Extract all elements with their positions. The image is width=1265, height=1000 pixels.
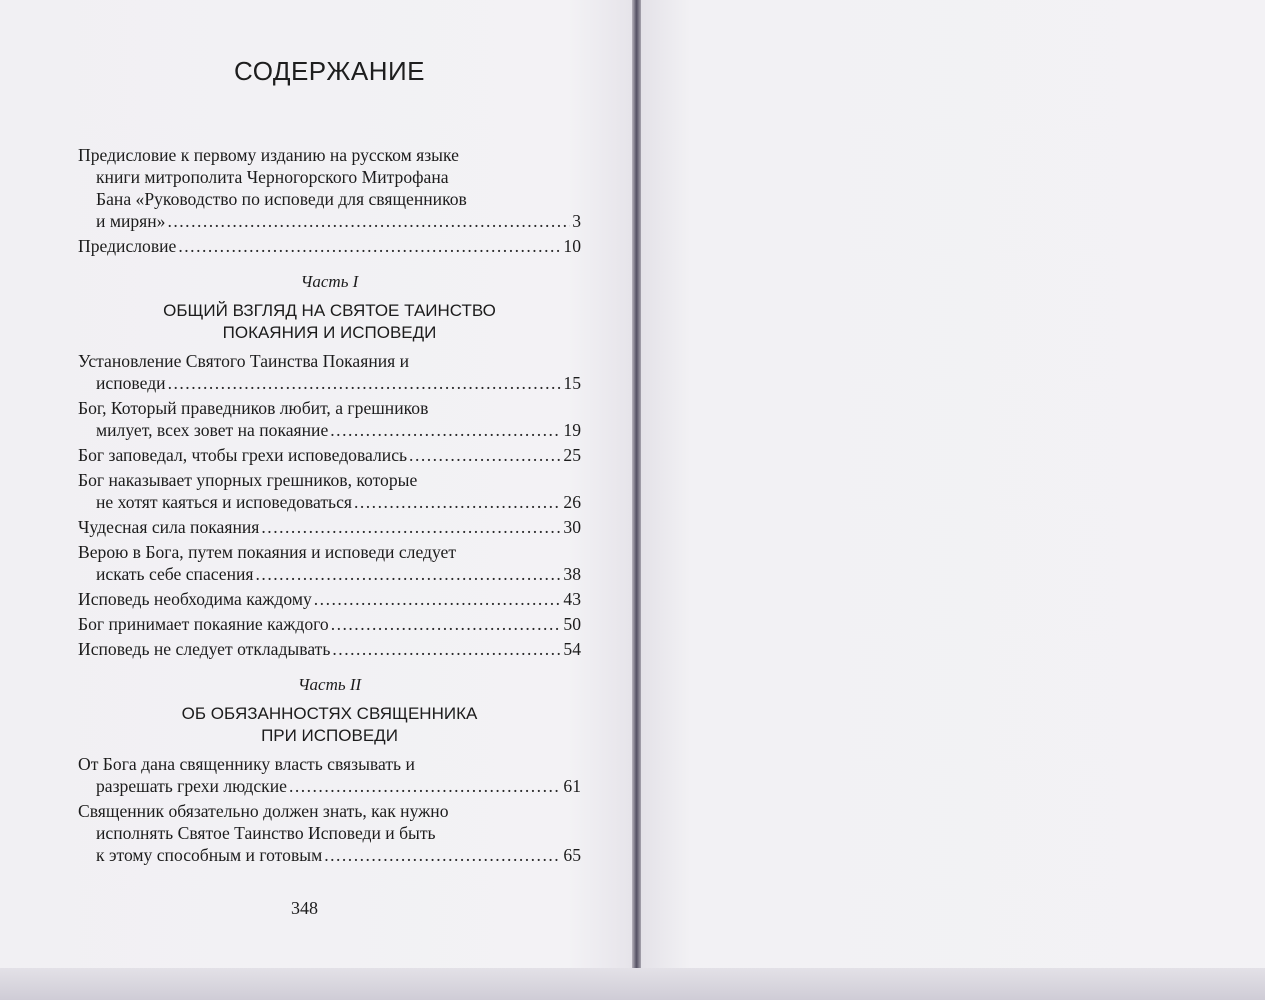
toc-entry: [78, 541, 581, 585]
toc-page-number: 50: [563, 614, 581, 634]
part-label: Часть I: [300, 272, 359, 291]
toc-page-number: 65: [563, 845, 581, 865]
toc-entry: [78, 235, 581, 257]
toc-entry-last-line: [78, 419, 581, 441]
toc-entry-last-line: [78, 372, 581, 394]
toc-entry-text: искать себе спасения: [96, 564, 254, 584]
dot-leader: [330, 419, 561, 441]
toc-page-number: 30: [563, 517, 581, 537]
toc-entry-last-line: [78, 613, 581, 635]
toc-entry-line: Предисловие к первому изданию на русском языке: [78, 145, 459, 165]
part-title-line: ПОКАЯНИЯ И ИСПОВЕДИ: [222, 323, 437, 342]
toc-entry-text: Бог заповедал, чтобы грехи исповедовались: [78, 445, 408, 465]
toc-left: [78, 144, 581, 869]
toc-entry: [78, 516, 581, 538]
dot-leader: [256, 563, 562, 585]
toc-entry-line: Священник обязательно должен знать, как нужно: [78, 801, 449, 821]
book-spine: [632, 0, 641, 1000]
toc-entry-last-line: [78, 516, 581, 538]
toc-page-number: 54: [563, 639, 581, 659]
toc-page-number: 26: [563, 492, 581, 512]
toc-entry-last-line: [78, 775, 581, 797]
toc-entry-text: Исповедь не следует откладывать: [78, 639, 331, 659]
page-bottom-edge: [0, 968, 1265, 1000]
toc-entry: [78, 800, 581, 866]
toc-entry-text: и мирян»: [96, 211, 166, 231]
toc-entry-text: Чудесная сила покаяния: [78, 517, 260, 537]
dot-leader: [354, 491, 561, 513]
toc-entry-text: Исповедь необходима каждому: [78, 589, 312, 609]
toc-entry-last-line: [78, 444, 581, 466]
toc-entry-last-line: [78, 563, 581, 585]
contents-title: СОДЕРЖАНИЕ: [234, 56, 426, 86]
part-title-line: ОБ ОБЯЗАННОСТЯХ СВЯЩЕННИКА: [181, 704, 478, 723]
intro-entries: [78, 144, 581, 257]
part-title-line: ПРИ ИСПОВЕДИ: [261, 726, 398, 745]
toc-page-number: 43: [563, 589, 581, 609]
dot-leader: [289, 775, 561, 797]
toc-entry: [78, 350, 581, 394]
toc-entry-line: От Бога дана священнику власть связывать и: [78, 754, 415, 774]
toc-entry: [78, 444, 581, 466]
toc-entry-text: не хотят каяться и исповедоваться: [96, 492, 352, 512]
toc-page-number: 19: [563, 420, 581, 440]
toc-entry-text: к этому способным и готовым: [96, 845, 323, 865]
toc-entry-text: разрешать грехи людские: [96, 776, 287, 796]
toc-entry-text: Предисловие: [78, 236, 177, 256]
toc-entry-last-line: [78, 588, 581, 610]
dot-leader: [178, 235, 561, 257]
toc-entry-last-line: [78, 210, 581, 232]
toc-entry-last-line: [78, 844, 581, 866]
dot-leader: [324, 844, 561, 866]
toc-entry-line: книги митрополита Черногорского Митрофана: [96, 167, 449, 187]
toc-page-number: 61: [563, 776, 581, 796]
toc-entry: [78, 469, 581, 513]
toc-entry: [78, 144, 581, 232]
toc-entry: [78, 638, 581, 660]
dot-leader: [314, 588, 562, 610]
part2-entries: [78, 753, 581, 866]
toc-entry: [78, 753, 581, 797]
part-label: Часть II: [297, 675, 362, 694]
part-title: [78, 703, 581, 747]
toc-entry-last-line: [78, 638, 581, 660]
dot-leader: [168, 372, 562, 394]
toc-page-number: 3: [572, 211, 581, 231]
right-page: [641, 0, 1265, 1000]
dot-leader: [331, 613, 562, 635]
toc-page-number: 25: [563, 445, 581, 465]
part-title: [78, 300, 581, 344]
toc-entry-text: исповеди: [96, 373, 166, 393]
dot-leader: [409, 444, 561, 466]
toc-entry-line: Бана «Руководство по исповеди для священников: [96, 189, 467, 209]
toc-entry-line: Бог наказывает упорных грешников, которые: [78, 470, 418, 490]
toc-entry-text: Бог принимает покаяние каждого: [78, 614, 329, 634]
toc-entry-line: Установление Святого Таинства Покаяния и: [78, 351, 410, 371]
toc-page-number: 38: [563, 564, 581, 584]
dot-leader: [261, 516, 561, 538]
toc-entry-last-line: [78, 235, 581, 257]
page-number: 348: [291, 898, 318, 918]
dot-leader: [167, 210, 570, 232]
part-title-line: ОБЩИЙ ВЗГЛЯД НА СВЯТОЕ ТАИНСТВО: [163, 301, 496, 320]
toc-entry-line: исполнять Святое Таинство Исповеди и быть: [96, 823, 436, 843]
part1-entries: [78, 350, 581, 660]
toc-page-number: 10: [563, 236, 581, 256]
toc-entry: [78, 613, 581, 635]
toc-page-number: 15: [563, 373, 581, 393]
toc-entry-last-line: [78, 491, 581, 513]
toc-entry: [78, 588, 581, 610]
toc-entry-line: Верою в Бога, путем покаяния и исповеди следует: [78, 542, 457, 562]
toc-entry-text: милует, всех зовет на покаяние: [96, 420, 329, 440]
toc-entry-line: Бог, Который праведников любит, а грешников: [78, 398, 429, 418]
left-page: [0, 0, 632, 1000]
dot-leader: [332, 638, 561, 660]
toc-entry: [78, 397, 581, 441]
